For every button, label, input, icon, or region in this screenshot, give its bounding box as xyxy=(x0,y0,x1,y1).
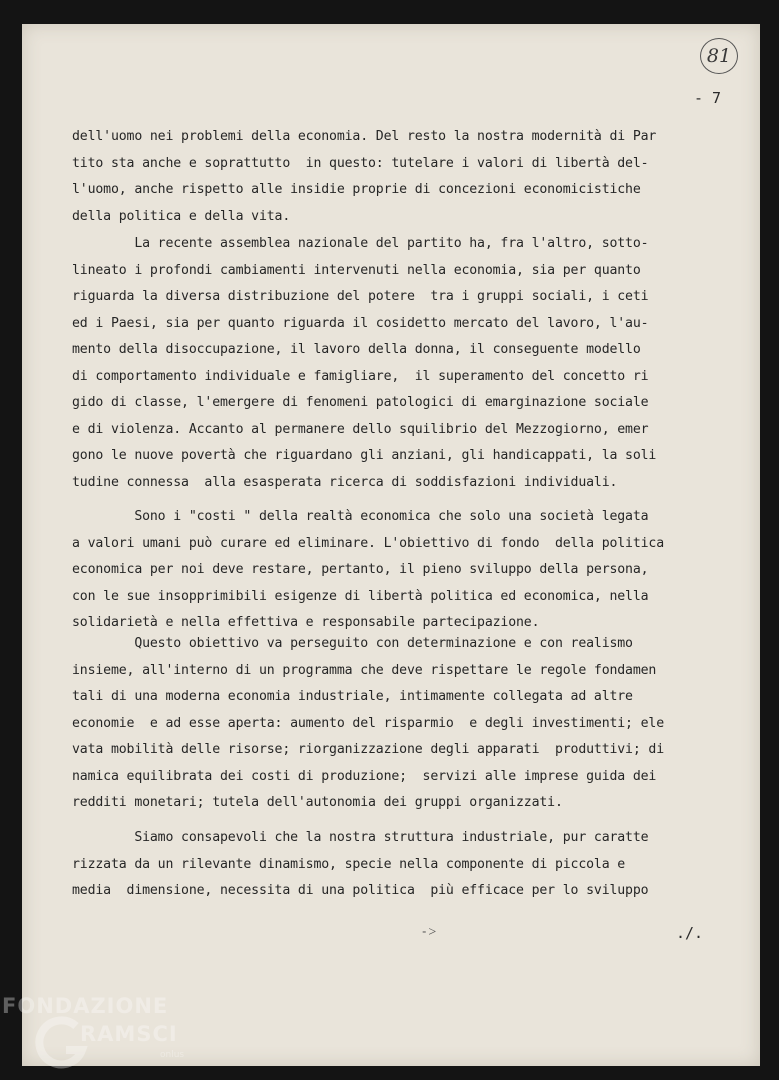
text-line: La recente assemblea nazionale del partito ha, fra l'altro, sotto- xyxy=(72,236,649,251)
paragraph-2 xyxy=(72,231,762,496)
text-line: Questo obiettivo va perseguito con determinazione e con realismo xyxy=(72,636,633,651)
text-line: l'uomo, anche rispetto alle insidie proprie di concezioni economicistiche xyxy=(72,182,641,197)
text-line: a valori umani può curare ed eliminare. L'obiettivo di fondo della politica xyxy=(72,535,665,551)
text-line: con le sue insopprimibili esigenze di libertà politica ed economica, nella xyxy=(72,588,649,604)
text-line: dell'uomo nei problemi della economia. Del resto la nostra modernità di Par xyxy=(72,129,657,144)
text-line: ed i Paesi, sia per quanto riguarda il cosidetto mercato del lavoro, l'au- xyxy=(72,315,649,331)
text-line: della politica e della vita. xyxy=(72,208,291,224)
watermark-onlus: onlus xyxy=(160,1050,185,1060)
page-number: - 7 xyxy=(694,89,722,107)
text-line: Sono i "costi " della realtà economica che solo una società legata xyxy=(72,509,649,524)
text-line: economica per noi deve restare, pertanto, il pieno sviluppo della persona, xyxy=(72,562,649,577)
text-line: redditi monetari; tutela dell'autonomia dei gruppi organizzati. xyxy=(72,795,563,810)
text-line: namica equilibrata dei costi di produzione; servizi alle imprese guida dei xyxy=(72,768,657,784)
paragraph-5 xyxy=(72,825,762,905)
text-line: gono le nuove povertà che riguardano gli anziani, gli handicappati, la soli xyxy=(72,448,657,463)
text-line: gido di classe, l'emergere di fenomeni patologici di emarginazione sociale xyxy=(72,395,649,410)
text-line: tudine connessa alla esasperata ricerca di soddisfazioni individuali. xyxy=(72,474,618,490)
paragraph-4 xyxy=(72,631,762,817)
text-line: insieme, all'interno di un programma che deve rispettare le regole fondamen xyxy=(72,662,657,678)
text-line: solidarietà e nella effettiva e responsabile partecipazione. xyxy=(72,615,540,630)
text-line: di comportamento individuale e famigliare, il superamento del concetto ri xyxy=(72,368,649,384)
text-line: riguarda la diversa distribuzione del potere tra i gruppi sociali, i ceti xyxy=(72,289,649,304)
text-line: mento della disoccupazione, il lavoro della donna, il conseguente modello xyxy=(72,342,641,357)
archive-number: 81 xyxy=(706,45,732,67)
paragraph-1 xyxy=(72,124,762,230)
text-line: tali di una moderna economia industriale, intimamente collegata ad altre xyxy=(72,689,633,704)
watermark-subtitle: RAMSCI xyxy=(80,1022,178,1046)
continuation-mark: ./. xyxy=(676,924,704,942)
text-line: economie e ad esse aperta: aumento del risparmio e degli investimenti; ele xyxy=(72,715,665,731)
watermark-title: FONDAZIONE xyxy=(2,994,169,1018)
text-line: vata mobilità delle risorse; riorganizzazione degli apparati produttivi; di xyxy=(72,742,665,757)
text-line: tito sta anche e soprattutto in questo: tutelare i valori di libertà del- xyxy=(72,155,649,171)
text-line: lineato i profondi cambiamenti intervenuti nella economia, sia per quanto xyxy=(72,262,641,278)
archive-number-stamp xyxy=(700,38,738,74)
text-line: e di violenza. Accanto al permanere dello squilibrio del Mezzogiorno, emer xyxy=(72,421,649,437)
smudge-mark: ˗˃ xyxy=(420,924,437,940)
paragraph-3 xyxy=(72,504,762,637)
text-line: rizzata da un rilevante dinamismo, specie nella componente di piccola e xyxy=(72,856,626,872)
fondazione-gramsci-watermark xyxy=(2,992,202,1072)
text-line: media dimensione, necessita di una politica più efficace per lo sviluppo xyxy=(72,883,649,898)
text-line: Siamo consapevoli che la nostra struttura industriale, pur caratte xyxy=(72,830,649,845)
